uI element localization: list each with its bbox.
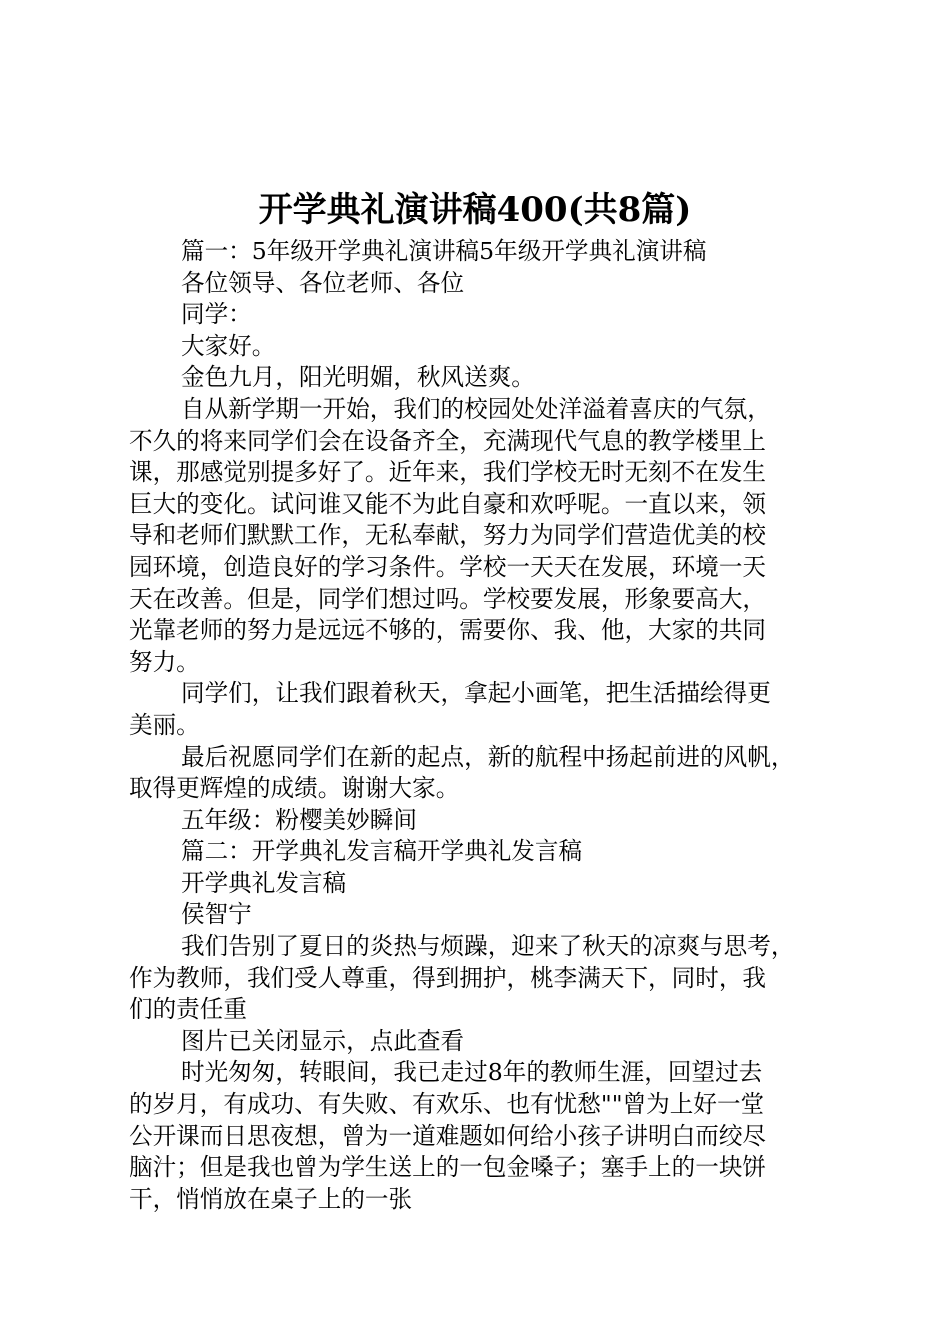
signature-line: 五年级：粉樱美妙瞬间 — [181, 805, 417, 834]
greeting: 大家好。 — [181, 331, 276, 360]
paragraph-line: 不久的将来同学们会在设备齐全，充满现代气息的教学楼里上 — [129, 426, 767, 455]
document-body — [129, 236, 839, 1215]
paragraph-line: 取得更辉煌的成绩。谢谢大家。 — [129, 774, 460, 803]
document-title: 开学典礼演讲稿400(共8篇) — [258, 190, 692, 230]
paragraph-line: 最后祝愿同学们在新的起点，新的航程中扬起前进的风帆， — [181, 742, 795, 771]
paragraph-line: 金色九月，阳光明媚，秋风送爽。 — [181, 363, 535, 392]
paragraph-line: 课，那感觉别提多好了。近年来，我们学校无时无刻不在发生 — [129, 458, 767, 487]
salutation-continued: 同学： — [181, 300, 252, 329]
paragraph-line: 巨大的变化。试问谁又能不为此自豪和欢呼呢。一直以来，领 — [129, 489, 767, 518]
paragraph-line: 作为教师，我们受人尊重，得到拥护，桃李满天下，同时，我 — [129, 963, 767, 992]
salutation: 各位领导、各位老师、各位 — [181, 268, 465, 297]
paragraph-line: 时光匆匆，转眼间，我已走过8年的教师生涯，回望过去 — [181, 1058, 763, 1087]
paragraph-line: 我们告别了夏日的炎热与烦躁，迎来了秋天的凉爽与思考， — [181, 932, 795, 961]
subtitle-line: 开学典礼发言稿 — [181, 868, 347, 897]
paragraph-line: 们的责任重 — [129, 995, 247, 1024]
section-heading-2: 篇二：开学典礼发言稿开学典礼发言稿 — [181, 837, 583, 866]
paragraph-line: 努力。 — [129, 647, 200, 676]
paragraph-line: 公开课而日思夜想，曾为一道难题如何给小孩子讲明白而绞尽 — [129, 1121, 767, 1150]
paragraph-line: 天在改善。但是，同学们想过吗。学校要发展，形象要高大， — [129, 584, 767, 613]
paragraph-line: 光靠老师的努力是远远不够的，需要你、我、他，大家的共同 — [129, 616, 767, 645]
paragraph-line: 导和老师们默默工作，无私奉献，努力为同学们营造优美的校 — [129, 521, 767, 550]
paragraph-line: 美丽。 — [129, 710, 200, 739]
paragraph-line: 同学们，让我们跟着秋天，拿起小画笔，把生活描绘得更 — [181, 679, 771, 708]
author-line: 侯智宁 — [181, 900, 252, 929]
paragraph-line: 脑汁；但是我也曾为学生送上的一包金嗓子；塞手上的一块饼 — [129, 1153, 767, 1182]
paragraph-line: 干，悄悄放在桌子上的一张 — [129, 1184, 413, 1213]
paragraph-line: 园环境，创造良好的学习条件。学校一天天在发展，环境一天 — [129, 552, 767, 581]
section-heading-1: 篇一：5年级开学典礼演讲稿5年级开学典礼演讲稿 — [181, 237, 707, 265]
image-hidden-notice[interactable]: 图片已关闭显示，点此查看 — [181, 1026, 465, 1055]
paragraph-line: 的岁月，有成功、有失败、有欢乐、也有忧愁""曾为上好一堂 — [129, 1090, 765, 1119]
paragraph-line: 自从新学期一开始，我们的校园处处洋溢着喜庆的气氛， — [181, 394, 771, 423]
